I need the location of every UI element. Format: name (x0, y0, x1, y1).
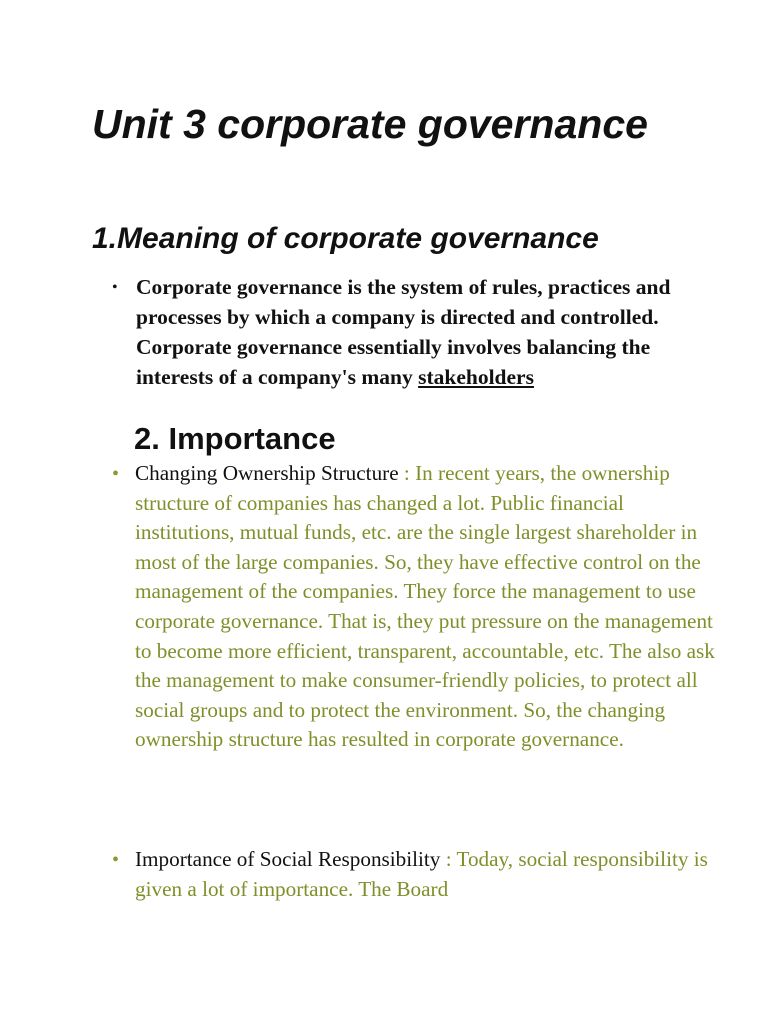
definition-paragraph (136, 272, 716, 392)
bullet-marker: • (112, 463, 120, 485)
list-item-lead: Importance of Social Responsibility (135, 847, 441, 871)
section-heading-meaning: 1.Meaning of corporate governance (92, 222, 599, 255)
list-item-social-responsibility (135, 845, 725, 904)
list-item-body: : Today, social responsibility is given a lot of importance. The Board (135, 847, 708, 901)
section-heading-importance: 2. Importance (134, 421, 336, 456)
definition-text: Corporate governance is the system of rules, practices and processes by which a company is directed and controlled. Corporate governance essentially involves balancing the interests of a company's many (136, 275, 671, 389)
list-item-ownership (135, 459, 725, 755)
list-item-body: : In recent years, the ownership structure of companies has changed a lot. Public financial institutions, mutual funds, etc. are the single largest shareholder in most of the large companies. So, they have effective control on the management of the companies. They force the management to use corporate governance. That is, they put pressure on the management to become more efficient, transparent, accountable, etc. The also ask the management to make consumer-friendly policies, to protect all social groups and to protect the environment. So, the changing ownership structure has resulted in corporate governance. (135, 461, 715, 752)
bullet-marker: • (112, 279, 118, 296)
page-title: Unit 3 corporate governance (92, 101, 648, 147)
stakeholders-link[interactable]: stakeholders (418, 365, 534, 389)
list-item-lead: Changing Ownership Structure (135, 461, 399, 485)
bullet-marker: • (112, 849, 120, 871)
